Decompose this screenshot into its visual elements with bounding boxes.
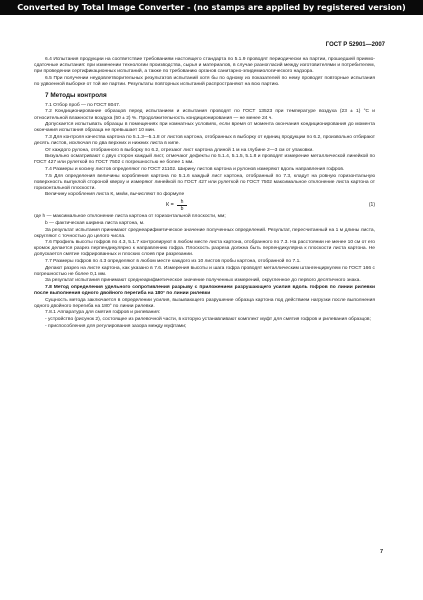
paragraph: Делают разрез на листе картона, как указано в 7.6. Измерения высоты и шага гофра проводят металлическим штангенциркулем по ГОСТ 166 с погрешностью не более 0,1 мм.	[34, 265, 375, 277]
section-title: 7 Методы контроля	[45, 91, 107, 99]
standard-header: ГОСТ Р 52901—2007	[325, 42, 385, 48]
paragraph: 7.5 Для определения величины коробления картона по 5.1.6 каждый лист картона, отобранный по 7.3, кладут на ровную горизонтальную поверхность выпуклой стороной кверху и измеряют линейкой по ГОСТ 427 или рулеткой по ГОСТ 7502 максимальное отклонение листа картона от горизонтальной плоскости.	[34, 173, 375, 191]
paragraph: За результат испытания принимают среднеарифметическое значение полученных определений. Результат, пересчитанный на 1 м длины листа, округляют с точностью до целого числа.	[34, 227, 375, 239]
paragraph: 7.8 Метод определения удельного сопротивления разрыву с приложением разрушающего усилия вдоль гофров по линии рилевки после выполнения одного двойного перегиба на 180° по линии рилевки	[34, 284, 375, 296]
formula-number: (1)	[368, 202, 375, 209]
paragraph: 7.2 Кондиционирование образцов перед испытанием и испытания проводят по ГОСТ 13523 при температуре воздуха (23 ± 1) °С и относительной влажности воздуха (50 ± 2) %. Продолжительность кондиционирования — не менее 24 ч.	[34, 109, 375, 121]
paragraph: b — фактическая ширина листа картона, м.	[45, 220, 145, 226]
formula-denominator: b	[180, 206, 184, 213]
paragraph: 6.5 При получении неудовлетворительных результатов испытаний хотя бы по одному из показателей по нему проводят повторные испытания по удвоенной выборке от той же партии. Результаты повторных испытаний распространяют на всю партию.	[34, 75, 375, 87]
converter-banner: Converted by Total Image Converter - (no stamps are applied by registered version)	[0, 0, 423, 15]
formula-fraction	[177, 199, 187, 212]
paragraph: От каждого рулона, отобранного в выборку по 6.2, отрезают лист картона длиной 1 м на глубине 2—3 см от упаковки.	[45, 147, 314, 153]
paragraph: За результат испытания принимают среднеарифметическое значение полученных измерений, округленное до первого десятичного знака.	[45, 278, 361, 284]
paragraph: - устройство (рисунок 2), состоящее из рилевочной части, в которую устанавливают комплект муфт для смятия гофров и рилевания образцов;	[45, 316, 371, 322]
page-number: 7	[379, 549, 383, 555]
paragraph: - приспособления для регулирования зазора между муфтами;	[45, 323, 187, 329]
paragraph: 7.6 Профиль высоты гофров по 4.3, 5.1.7 контролируют в любом месте листа картона, отобранного по 7.3. На расстоянии не менее 10 см от его кромок делается разрез перпендикулярно к направлению гофра. Плоскость разреза должна быть перпендикулярна к плоскости листа картона. Не допускается смятие гофрированных и плоских слоев при разрезании.	[34, 240, 375, 258]
paragraph: 7.4 Размеры и косину листов определяют по ГОСТ 21102. Ширину листов картона и рулонов измеряют вдоль направления гофров.	[45, 166, 345, 172]
paragraph: где h — максимальное отклонение листа картона от горизонтальной плоскости, мм;	[34, 214, 226, 220]
paragraph: Визуально осматривают с двух сторон каждый лист, отмечают дефекты по 5.1.4, 5.1.5, 5.1.8 и проводят измерение металлической линейкой по ГОСТ 427 или рулеткой по ГОСТ 7502 с погрешностью не более 1 мм.	[34, 154, 375, 166]
formula-numerator: h	[177, 199, 187, 206]
paragraph: Допускается испытывать образцы в помещениях при комнатных условиях, если время от момента окончания кондиционирования до момента окончания испытания образца не превышает 10 мин.	[34, 122, 375, 134]
paragraph-group	[34, 214, 375, 329]
paragraph: Сущность метода заключается в определении усилия, вызывающего разрушение образца картона под действием нагрузки после выполнения одного двойного перегиба на 180° по линии рилевки.	[34, 297, 375, 309]
paragraph: 7.3 Для контроля качества картона по 5.1.3—5.1.8 от листов картона, отобранных в выборку от единиц продукции по 6.2, произвольно отбирают десять листов, исключая по два верхних и нижних листа в кипе.	[34, 134, 375, 146]
paragraph: 7.7 Размеры гофров по 4.3 определяют в любом месте каждого из 10 листов пробы картона, отобранной по 7.1.	[45, 258, 301, 264]
paragraph: 6.4 Испытания продукции на соответствие требованиям настоящего стандарта по 5.1.9 проводят периодически на партии, прошедшей приемо-сдаточные испытания: при изменении технологии производства, сырья и материалов, в случае разногласий между изготовителями и потребителем, при проведении сертификационных испытаний, а также по требованию органов санитарно-эпидемиологического надзора.	[34, 57, 375, 75]
paragraph: 7.8.1 Аппаратура для смятия гофров и рилевания:	[45, 310, 161, 316]
paragraph: 7.1 Отбор проб — по ГОСТ 8047.	[45, 102, 121, 108]
formula	[34, 199, 375, 213]
paragraph: Величину коробления листа К, мм/м, вычисляют по формуле	[45, 192, 185, 198]
document-body	[34, 57, 375, 330]
formula-lhs: К =	[166, 202, 174, 209]
